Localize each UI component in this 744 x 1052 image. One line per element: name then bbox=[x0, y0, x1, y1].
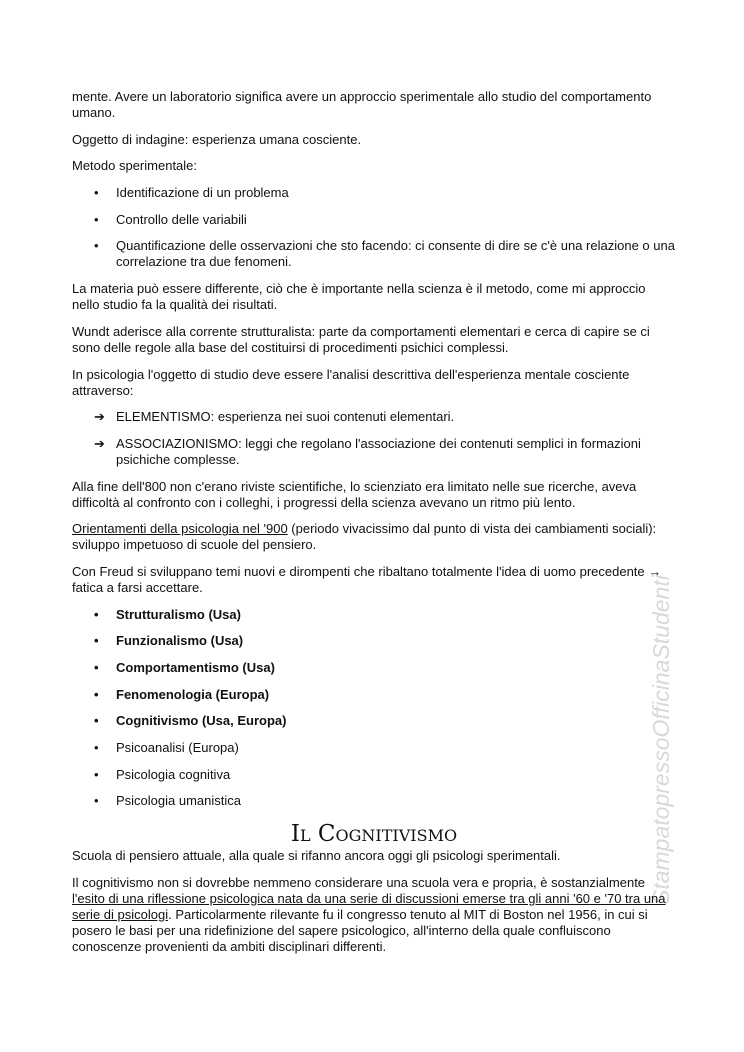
list-item bbox=[72, 713, 676, 729]
paragraph: Scuola di pensiero attuale, alla quale si rifanno ancora oggi gli psicologi sperimentali. bbox=[72, 848, 561, 864]
paragraph bbox=[72, 521, 676, 553]
bullet-icon: • bbox=[94, 606, 99, 622]
list-item-text: Quantificazione delle osservazioni che sto facendo: ci consente di dire se c'è una relazione o una correlazione tra due fenomeni. bbox=[116, 238, 675, 270]
text: Il cognitivismo non si dovrebbe nemmeno considerare una scuola vera e propria, è sostanzialmente bbox=[72, 874, 646, 890]
paragraph bbox=[72, 564, 676, 596]
paragraph: La materia può essere differente, ciò che è importante nella scienza è il metodo, come mi approccio nello studio fa la qualità dei risultati. bbox=[72, 281, 646, 313]
underlined-text: l'esito di una riflessione psicologica nata da una serie di discussioni emerse tra gli anni '60 e '70 tra una serie di psicologi bbox=[72, 890, 666, 922]
paragraph: mente. Avere un laboratorio significa avere un approccio sperimentale allo studio del comportamento umano. bbox=[72, 89, 652, 120]
text: (periodo vivacissimo dal punto di vista dei cambiamenti sociali): sviluppo impetuoso di scuole del pensiero. bbox=[72, 521, 657, 553]
list-item-text: Controllo delle variabili bbox=[116, 211, 247, 227]
list-item-text: ASSOCIAZIONISMO: leggi che regolano l'associazione dei contenuti semplici in formazioni psichiche complesse. bbox=[116, 435, 641, 467]
section-heading: Il Cognitivismo bbox=[290, 821, 458, 848]
bullet-icon: • bbox=[94, 211, 99, 227]
list-item bbox=[72, 793, 676, 809]
arrow-icon: ➔ bbox=[94, 435, 105, 451]
bullet-icon: • bbox=[94, 740, 99, 756]
paragraph: Wundt aderisce alla corrente strutturalista: parte da comportamenti elementari e cerca di capire se ci sono delle regole alla base del costituirsi di procedimenti psichici complessi. bbox=[72, 323, 650, 355]
list-item bbox=[72, 767, 676, 783]
list-item bbox=[72, 660, 676, 676]
list-item bbox=[72, 740, 676, 756]
bullet-icon: • bbox=[94, 633, 99, 649]
text: fatica a farsi accettare. bbox=[72, 579, 203, 595]
document-page bbox=[72, 89, 676, 966]
bullet-icon: • bbox=[94, 766, 99, 782]
watermark: StampatopressoOfficinaStudenti bbox=[648, 575, 674, 905]
list-item bbox=[72, 185, 676, 201]
paragraph bbox=[72, 875, 676, 955]
list-item bbox=[72, 607, 676, 623]
bullet-icon: • bbox=[94, 238, 99, 254]
bullet-icon: • bbox=[94, 660, 99, 675]
list-item-text: Fenomenologia (Europa) bbox=[116, 686, 270, 702]
list-item-text: Identificazione di un problema bbox=[116, 185, 289, 201]
list-item-text: ELEMENTISMO: esperienza nei suoi contenuti elementari. bbox=[116, 409, 455, 425]
text: Con Freud si sviluppano temi nuovi e dirompenti che ribaltano totalmente l'idea di uomo precedente bbox=[72, 563, 649, 579]
list-item bbox=[72, 212, 676, 228]
bullet-icon: • bbox=[94, 713, 99, 729]
list-item-text: Psicologia cognitiva bbox=[116, 766, 231, 782]
bullet-icon: • bbox=[94, 686, 99, 702]
list-item-text: Psicoanalisi (Europa) bbox=[116, 740, 239, 756]
arrow-icon: → bbox=[648, 563, 662, 579]
list-item-text: Psicologia umanistica bbox=[116, 793, 242, 809]
list-item bbox=[72, 436, 676, 468]
underlined-text: Orientamenti della psicologia nel '900 bbox=[72, 521, 288, 537]
list-item-text: Strutturalismo (Usa) bbox=[116, 606, 241, 622]
paragraph: Oggetto di indagine: esperienza umana cosciente. bbox=[72, 131, 362, 147]
list-item-text: Comportamentismo (Usa) bbox=[116, 660, 275, 675]
text: . Particolarmente rilevante fu il congresso tenuto al MIT di Boston nel 1956, in cui si posero le basi per una ridefinizione del sapere psicologico, all'interno della quale confluiscono conoscenze provenienti da ambiti disciplinari differenti. bbox=[72, 906, 648, 954]
paragraph: In psicologia l'oggetto di studio deve essere l'analisi descrittiva dell'esperienza mentale cosciente attraverso: bbox=[72, 366, 630, 398]
bullet-icon: • bbox=[94, 185, 99, 201]
list-item bbox=[72, 409, 676, 425]
arrow-icon: ➔ bbox=[94, 409, 105, 425]
list-item bbox=[72, 238, 676, 270]
list-item bbox=[72, 633, 676, 649]
bullet-icon: • bbox=[94, 793, 99, 809]
list-item bbox=[72, 687, 676, 703]
paragraph: Metodo sperimentale: bbox=[72, 158, 198, 174]
paragraph: Alla fine dell'800 non c'erano riviste scientifiche, lo scienziato era limitato nelle sue ricerche, aveva difficoltà al confronto con i colleghi, i progressi della scienza avevano un ritmo più lento. bbox=[72, 478, 637, 510]
list-item-text: Funzionalismo (Usa) bbox=[116, 633, 244, 649]
list-item-text: Cognitivismo (Usa, Europa) bbox=[116, 713, 287, 729]
